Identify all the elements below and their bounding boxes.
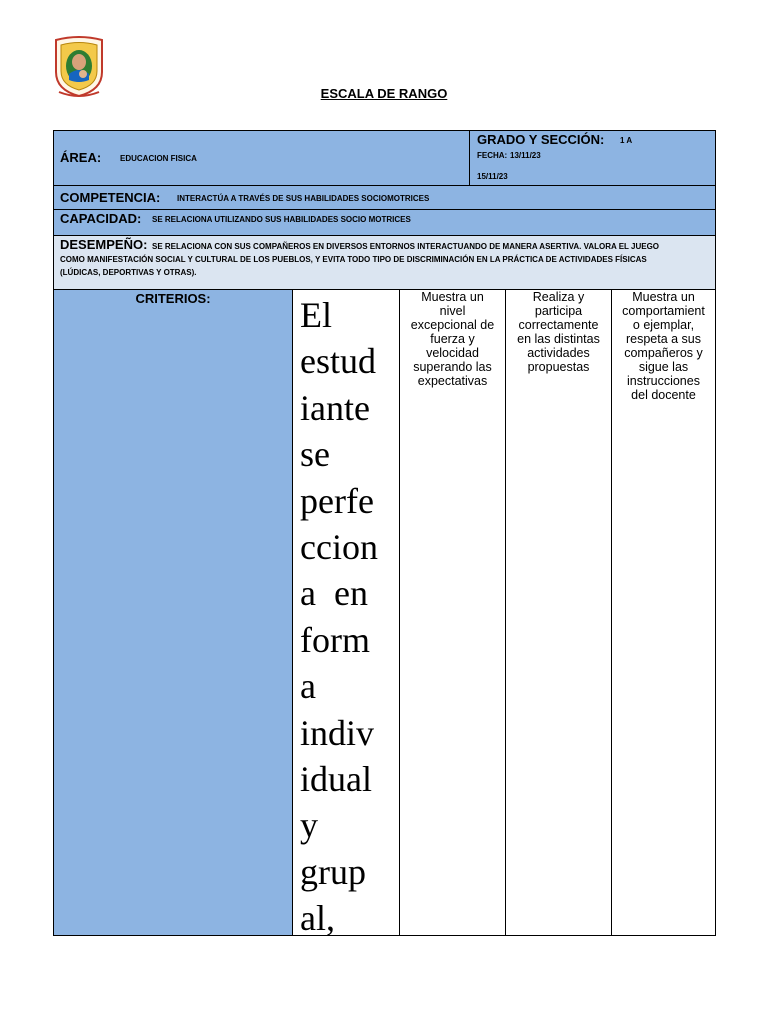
criterio-main-line: form bbox=[300, 619, 370, 660]
capacidad-label: CAPACIDAD: bbox=[60, 211, 142, 226]
criterio-line: en las distintas bbox=[517, 332, 600, 346]
criterio-line: instrucciones bbox=[627, 374, 700, 388]
criterio-line: o ejemplar, bbox=[632, 318, 695, 332]
criterio-line: propuestas bbox=[527, 360, 590, 374]
criterio-line: compañeros y bbox=[624, 346, 703, 360]
criterio-main-line: grup bbox=[300, 851, 366, 892]
capacidad-cell bbox=[53, 209, 716, 236]
criterio-main-line: perfe bbox=[300, 480, 374, 521]
criterio-line: sigue las bbox=[638, 360, 689, 374]
criterio-column-2-text bbox=[506, 290, 611, 374]
criterios-label: CRITERIOS: bbox=[135, 291, 211, 306]
competencia-label: COMPETENCIA: bbox=[60, 190, 161, 205]
criterio-line: actividades bbox=[527, 346, 590, 360]
desempeno-text-line-3: (LÚDICAS, DEPORTIVAS Y OTRAS). bbox=[60, 268, 197, 277]
criterio-line: Realiza y bbox=[532, 290, 585, 304]
criterio-column-3-text bbox=[612, 290, 715, 402]
criterio-main-line: y bbox=[300, 805, 318, 846]
grado-label: GRADO Y SECCIÓN: bbox=[477, 132, 605, 147]
criterio-main-line: a bbox=[300, 666, 316, 707]
grado-value: 1 A bbox=[620, 136, 633, 145]
criterio-column-1-text bbox=[400, 290, 505, 388]
criterio-line: respeta a sus bbox=[625, 332, 702, 346]
criterio-line: excepcional de bbox=[410, 318, 495, 332]
criterio-main-line: estud bbox=[300, 341, 376, 382]
page-title: ESCALA DE RANGO bbox=[320, 86, 448, 101]
criterio-line: superando las bbox=[413, 360, 492, 374]
criterio-main-line: iante bbox=[300, 387, 370, 428]
criterio-line: participa bbox=[534, 304, 583, 318]
competencia-cell bbox=[53, 185, 716, 210]
area-value: EDUCACION FISICA bbox=[120, 154, 197, 163]
fecha-value-2: 15/11/23 bbox=[477, 172, 508, 181]
criterio-line: Muestra un bbox=[421, 290, 484, 304]
criterio-line: nivel bbox=[439, 304, 466, 318]
criterio-main-line: a en bbox=[300, 573, 368, 614]
criterio-main-line: al, bbox=[300, 898, 335, 939]
criterio-line: velocidad bbox=[426, 346, 479, 360]
capacidad-value: SE RELACIONA UTILIZANDO SUS HABILIDADES SOCIO MOTRICES bbox=[152, 215, 411, 224]
desempeno-text-line-2: COMO MANIFESTACIÓN SOCIAL Y CULTURAL DE LOS PUEBLOS, Y EVITA TODO TIPO DE DISCRIMINACIÓN EN LA PRÁCTICA DE ACTIVIDADES FÍSICAS bbox=[60, 255, 647, 264]
criterio-main-cell bbox=[292, 289, 400, 939]
fecha-label: FECHA: bbox=[477, 151, 508, 160]
criterio-line: correctamente bbox=[518, 318, 599, 332]
criterio-main-text bbox=[293, 290, 399, 942]
criterio-main-line: El bbox=[300, 295, 332, 335]
desempeno-text-line-1: SE RELACIONA CON SUS COMPAÑEROS EN DIVERSOS ENTORNOS INTERACTUANDO DE MANERA ASERTIVA. VALORA EL JUEGO bbox=[152, 242, 660, 251]
desempeno-label: DESEMPEÑO: bbox=[60, 237, 148, 252]
area-label: ÁREA: bbox=[60, 150, 102, 165]
criterio-main-line: se bbox=[300, 434, 330, 475]
area-cell bbox=[53, 130, 470, 186]
grado-cell bbox=[469, 130, 716, 186]
competencia-value: INTERACTÚA A TRAVÉS DE SUS HABILIDADES SOCIOMOTRICES bbox=[177, 194, 430, 203]
criterio-column-3 bbox=[611, 289, 716, 936]
fecha-value-1: 13/11/23 bbox=[510, 151, 541, 160]
criterios-header-cell bbox=[53, 289, 293, 936]
criterio-column-2 bbox=[505, 289, 612, 936]
criterio-line: comportamient bbox=[622, 304, 705, 318]
desempeno-cell bbox=[53, 235, 716, 290]
criterio-main-line: idual bbox=[300, 759, 372, 800]
criterio-column-1 bbox=[399, 289, 506, 936]
criterio-line: del docente bbox=[631, 388, 696, 402]
criterio-line: fuerza y bbox=[430, 332, 475, 346]
criterio-line: expectativas bbox=[417, 374, 488, 388]
criterio-main-line: ccion bbox=[300, 527, 378, 568]
criterio-main-line: indiv bbox=[300, 712, 375, 753]
criterio-line: Muestra un bbox=[632, 290, 695, 304]
